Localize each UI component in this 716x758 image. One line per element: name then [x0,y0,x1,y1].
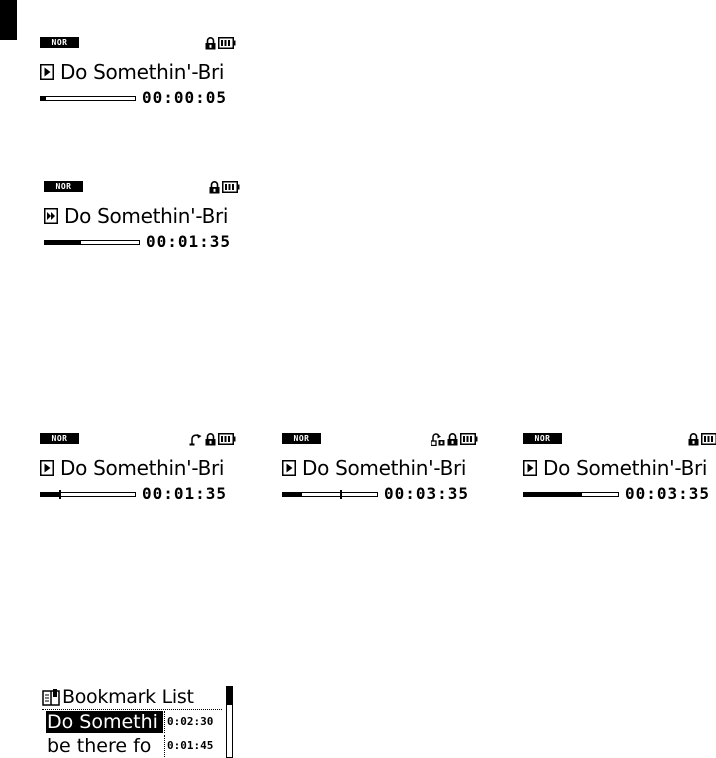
player-screen-4 [282,433,482,505]
track-title: Do Somethin'-Bri [60,60,225,84]
progress-bar[interactable] [40,492,136,497]
player-screen-5 [523,433,716,505]
status-icons [431,432,478,446]
progress-fill [283,493,302,496]
track-title-row [40,456,224,480]
player-screen-2 [44,181,244,253]
elapsed-time: 00:03:35 [625,484,711,503]
track-title-row [40,60,224,84]
track-title-row [282,456,466,480]
lock-icon [447,433,458,446]
scrollbar-thumb[interactable] [227,687,232,705]
bookmark-list-title: Bookmark List [62,686,194,708]
status-icons [189,432,236,446]
track-title: Do Somethin'-Bri [60,456,225,480]
lock-icon [205,37,216,50]
track-title: Do Somethin'-Bri [64,204,229,228]
progress-fill [41,493,60,496]
progress-row [523,486,716,504]
play-state-icon [282,460,296,476]
fast-forward-state-icon [44,208,58,224]
lock-icon [205,433,216,446]
header-divider [42,709,222,710]
progress-bar[interactable] [282,492,378,497]
track-title-row [523,456,707,480]
battery-icon [218,37,236,49]
column-divider [164,711,165,733]
progress-row [282,486,482,504]
progress-bar[interactable] [44,240,140,245]
mode-badge: NOR [523,433,562,444]
bookmark-book-icon [42,688,60,706]
column-divider [164,735,165,757]
progress-row [40,90,240,108]
battery-icon [222,181,240,193]
progress-row [40,486,240,504]
progress-bar[interactable] [40,96,136,101]
list-item[interactable] [46,735,226,757]
progress-fill [524,493,582,496]
repeat-ab-icon [431,433,445,446]
play-state-icon [40,64,54,80]
mode-badge: NOR [44,181,83,192]
bookmark-title: be there fo [47,735,152,757]
mode-badge: NOR [282,433,321,444]
progress-fill [41,97,46,100]
battery-icon [218,433,236,445]
status-icons [688,432,716,446]
progress-fill [45,241,81,244]
list-item[interactable] [46,711,226,733]
track-title-row [44,204,228,228]
bookmark-marker [340,490,342,499]
mode-badge: NOR [40,37,79,48]
lock-icon [209,181,220,194]
track-title: Do Somethin'-Bri [543,456,708,480]
bookmark-time: 0:02:30 [167,715,214,728]
status-icons [205,36,236,50]
battery-icon [460,433,478,445]
status-icons [209,180,240,194]
bookmark-title: Do Somethi [46,711,163,733]
progress-row [44,234,244,252]
bookmark-list-header [42,686,194,708]
player-screen-1 [40,37,240,109]
bookmark-list-screen [42,686,236,758]
bookmark-time: 0:01:45 [167,739,214,752]
play-state-icon [40,460,54,476]
scrollbar[interactable] [226,686,233,758]
battery-icon [701,433,716,445]
repeat-a-icon [189,433,203,446]
page-corner-marker [0,0,17,40]
track-title: Do Somethin'-Bri [302,456,467,480]
bookmark-marker [59,490,61,499]
mode-badge: NOR [40,433,79,444]
play-state-icon [523,460,537,476]
elapsed-time: 00:01:35 [146,232,232,251]
player-screen-3 [40,433,240,505]
lock-icon [688,433,699,446]
progress-bar[interactable] [523,492,619,497]
elapsed-time: 00:03:35 [384,484,470,503]
elapsed-time: 00:00:05 [142,88,228,107]
elapsed-time: 00:01:35 [142,484,228,503]
